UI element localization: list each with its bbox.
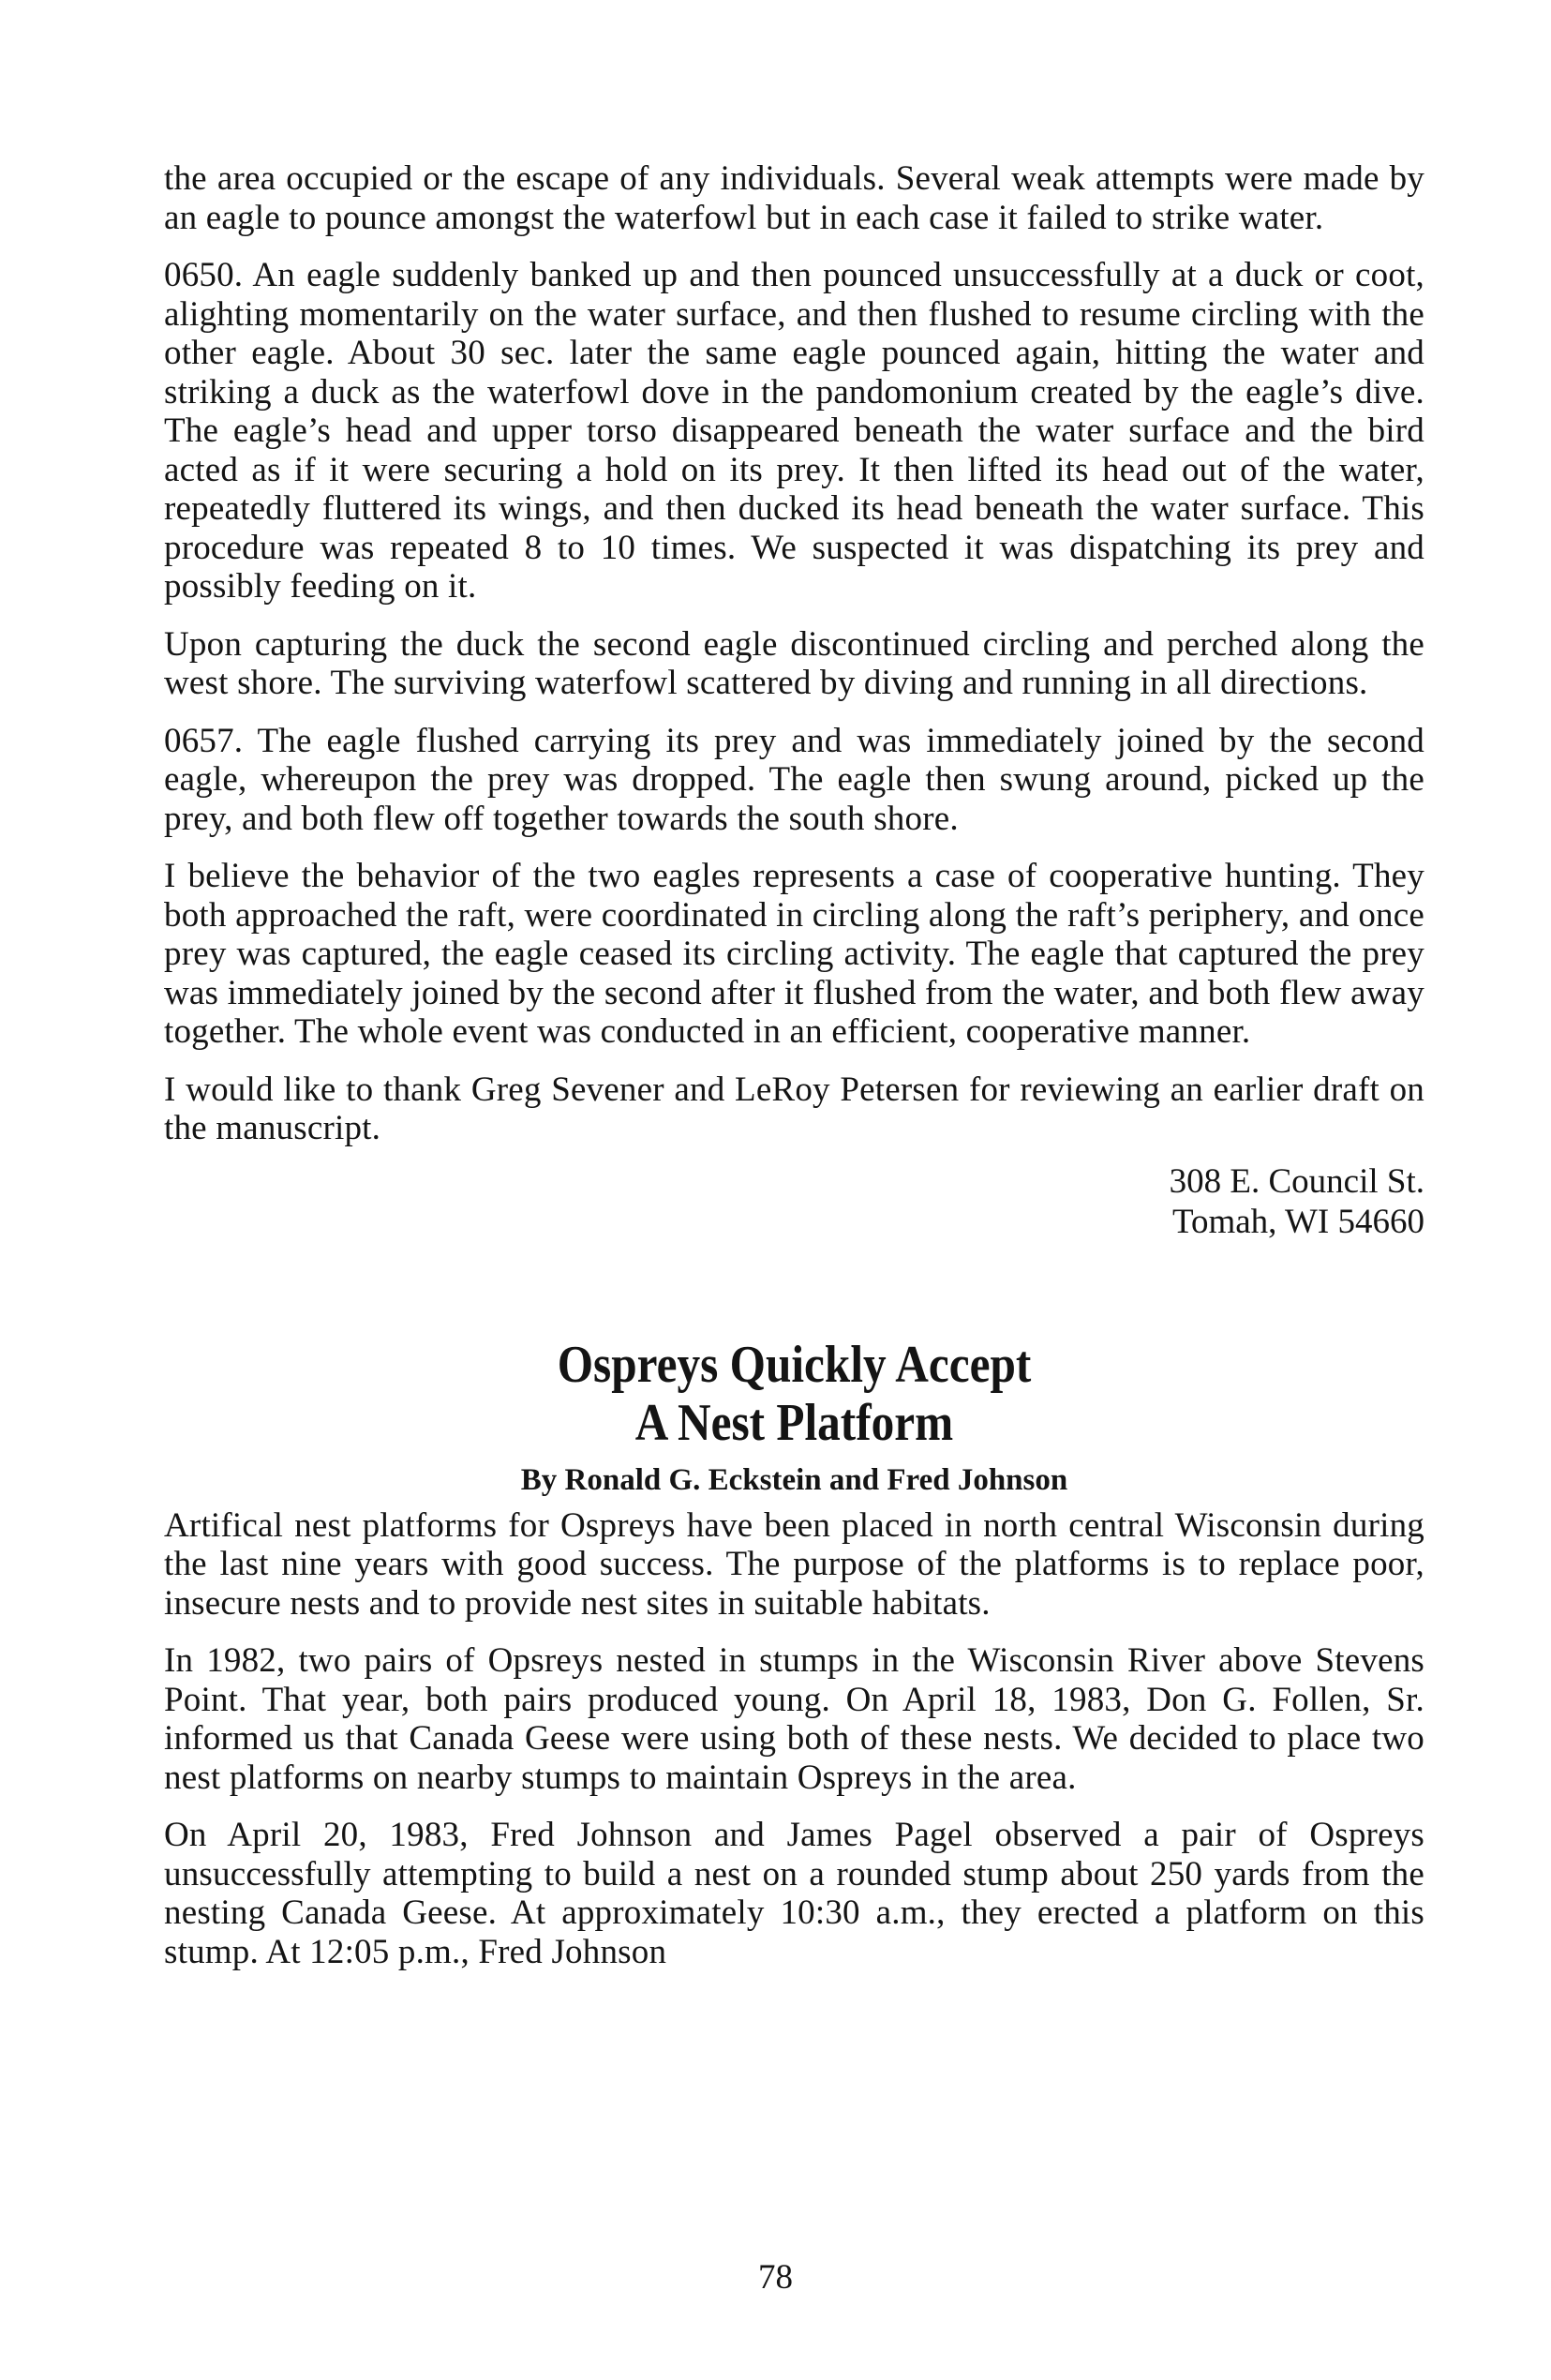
paragraph: I believe the behavior of the two eagles represents a case of cooperative hunting. They both approached the raft, were coordinated in circling along the raft’s periphery, and once prey was captured, the eagle ceased its circling activity. The eagle that captured the prey was immediately joined by the second after it flushed from the water, and both flew away together. The whole event was conducted in an efficient, cooperative manner. (164, 857, 1424, 1051)
address-line-city: Tomah, WI 54660 (1171, 1202, 1424, 1241)
address-line-street: 308 E. Council St. (1169, 1161, 1424, 1201)
page-number: 78 (758, 2258, 793, 2297)
paragraph: Artifical nest platforms for Ospreys have been placed in north central Wisconsin during the last nine years with good success. The purpose of the platforms is to replace poor, insecure nests and to provide nest sites in suitable habitats. (164, 1505, 1424, 1623)
paragraph: 0650. An eagle suddenly banked up and then pounced unsuccessfully at a duck or coot, alighting momentarily on the water surface, and then flushed to resume circling with the other eagle. About 30 sec. later the same eagle pounced again, hitting the water and striking a duck as the waterfowl dove in the pandomonium created by the eagle’s dive. The eagle’s head and upper torso disappeared beneath the water surface and the bird acted as if it were securing a hold on its prey. It then lifted its head out of the water, repeatedly fluttered its wings, and then ducked its head beneath the water surface. This procedure was repeated 8 to 10 times. We suspected it was dispatching its prey and possibly feeding on it. (164, 256, 1424, 606)
osprey-article (164, 1336, 1424, 1972)
paragraph: the area occupied or the escape of any individuals. Several weak attempts were made by an eagle to pounce amongst the waterfowl but in each case it failed to strike water. (164, 159, 1424, 237)
author-address (164, 1161, 1424, 1242)
paragraph: Upon capturing the duck the second eagle discontinued circling and perched along the west shore. The surviving waterfowl scattered by diving and running in all directions. (164, 624, 1424, 702)
paragraph: In 1982, two pairs of Opsreys nested in stumps in the Wisconsin River above Stevens Point. That year, both pairs produced young. On April 18, 1983, Don G. Follen, Sr. informed us that Canada Geese were using both of these nests. We decided to place two nest platforms on nearby stumps to maintain Ospreys in the area. (164, 1641, 1424, 1797)
previous-article-continuation (164, 159, 1424, 1242)
article-byline: By Ronald G. Eckstein and Fred Johnson (520, 1462, 1068, 1497)
article-title-line-2: A Nest Platform (634, 1393, 954, 1452)
paragraph: 0657. The eagle flushed carrying its prey and was immediately joined by the second eagle, whereupon the prey was dropped. The eagle then swung around, picked up the prey, and both flew off together towards the south shore. (164, 721, 1424, 838)
article-title (240, 1336, 1350, 1452)
page-body (164, 159, 1424, 1990)
paragraph: On April 20, 1983, Fred Johnson and James Pagel observed a pair of Ospreys unsuccessfully attempting to build a nest on a rounded stump about 250 yards from the nesting Canada Geese. At approximately 10:30 a.m., they erected a platform on this stump. At 12:05 p.m., Fred Johnson (164, 1816, 1424, 1971)
article-title-line-1: Ospreys Quickly Accept (557, 1335, 1032, 1394)
paragraph: I would like to thank Greg Sevener and LeRoy Petersen for reviewing an earlier draft on the manuscript. (164, 1070, 1424, 1147)
